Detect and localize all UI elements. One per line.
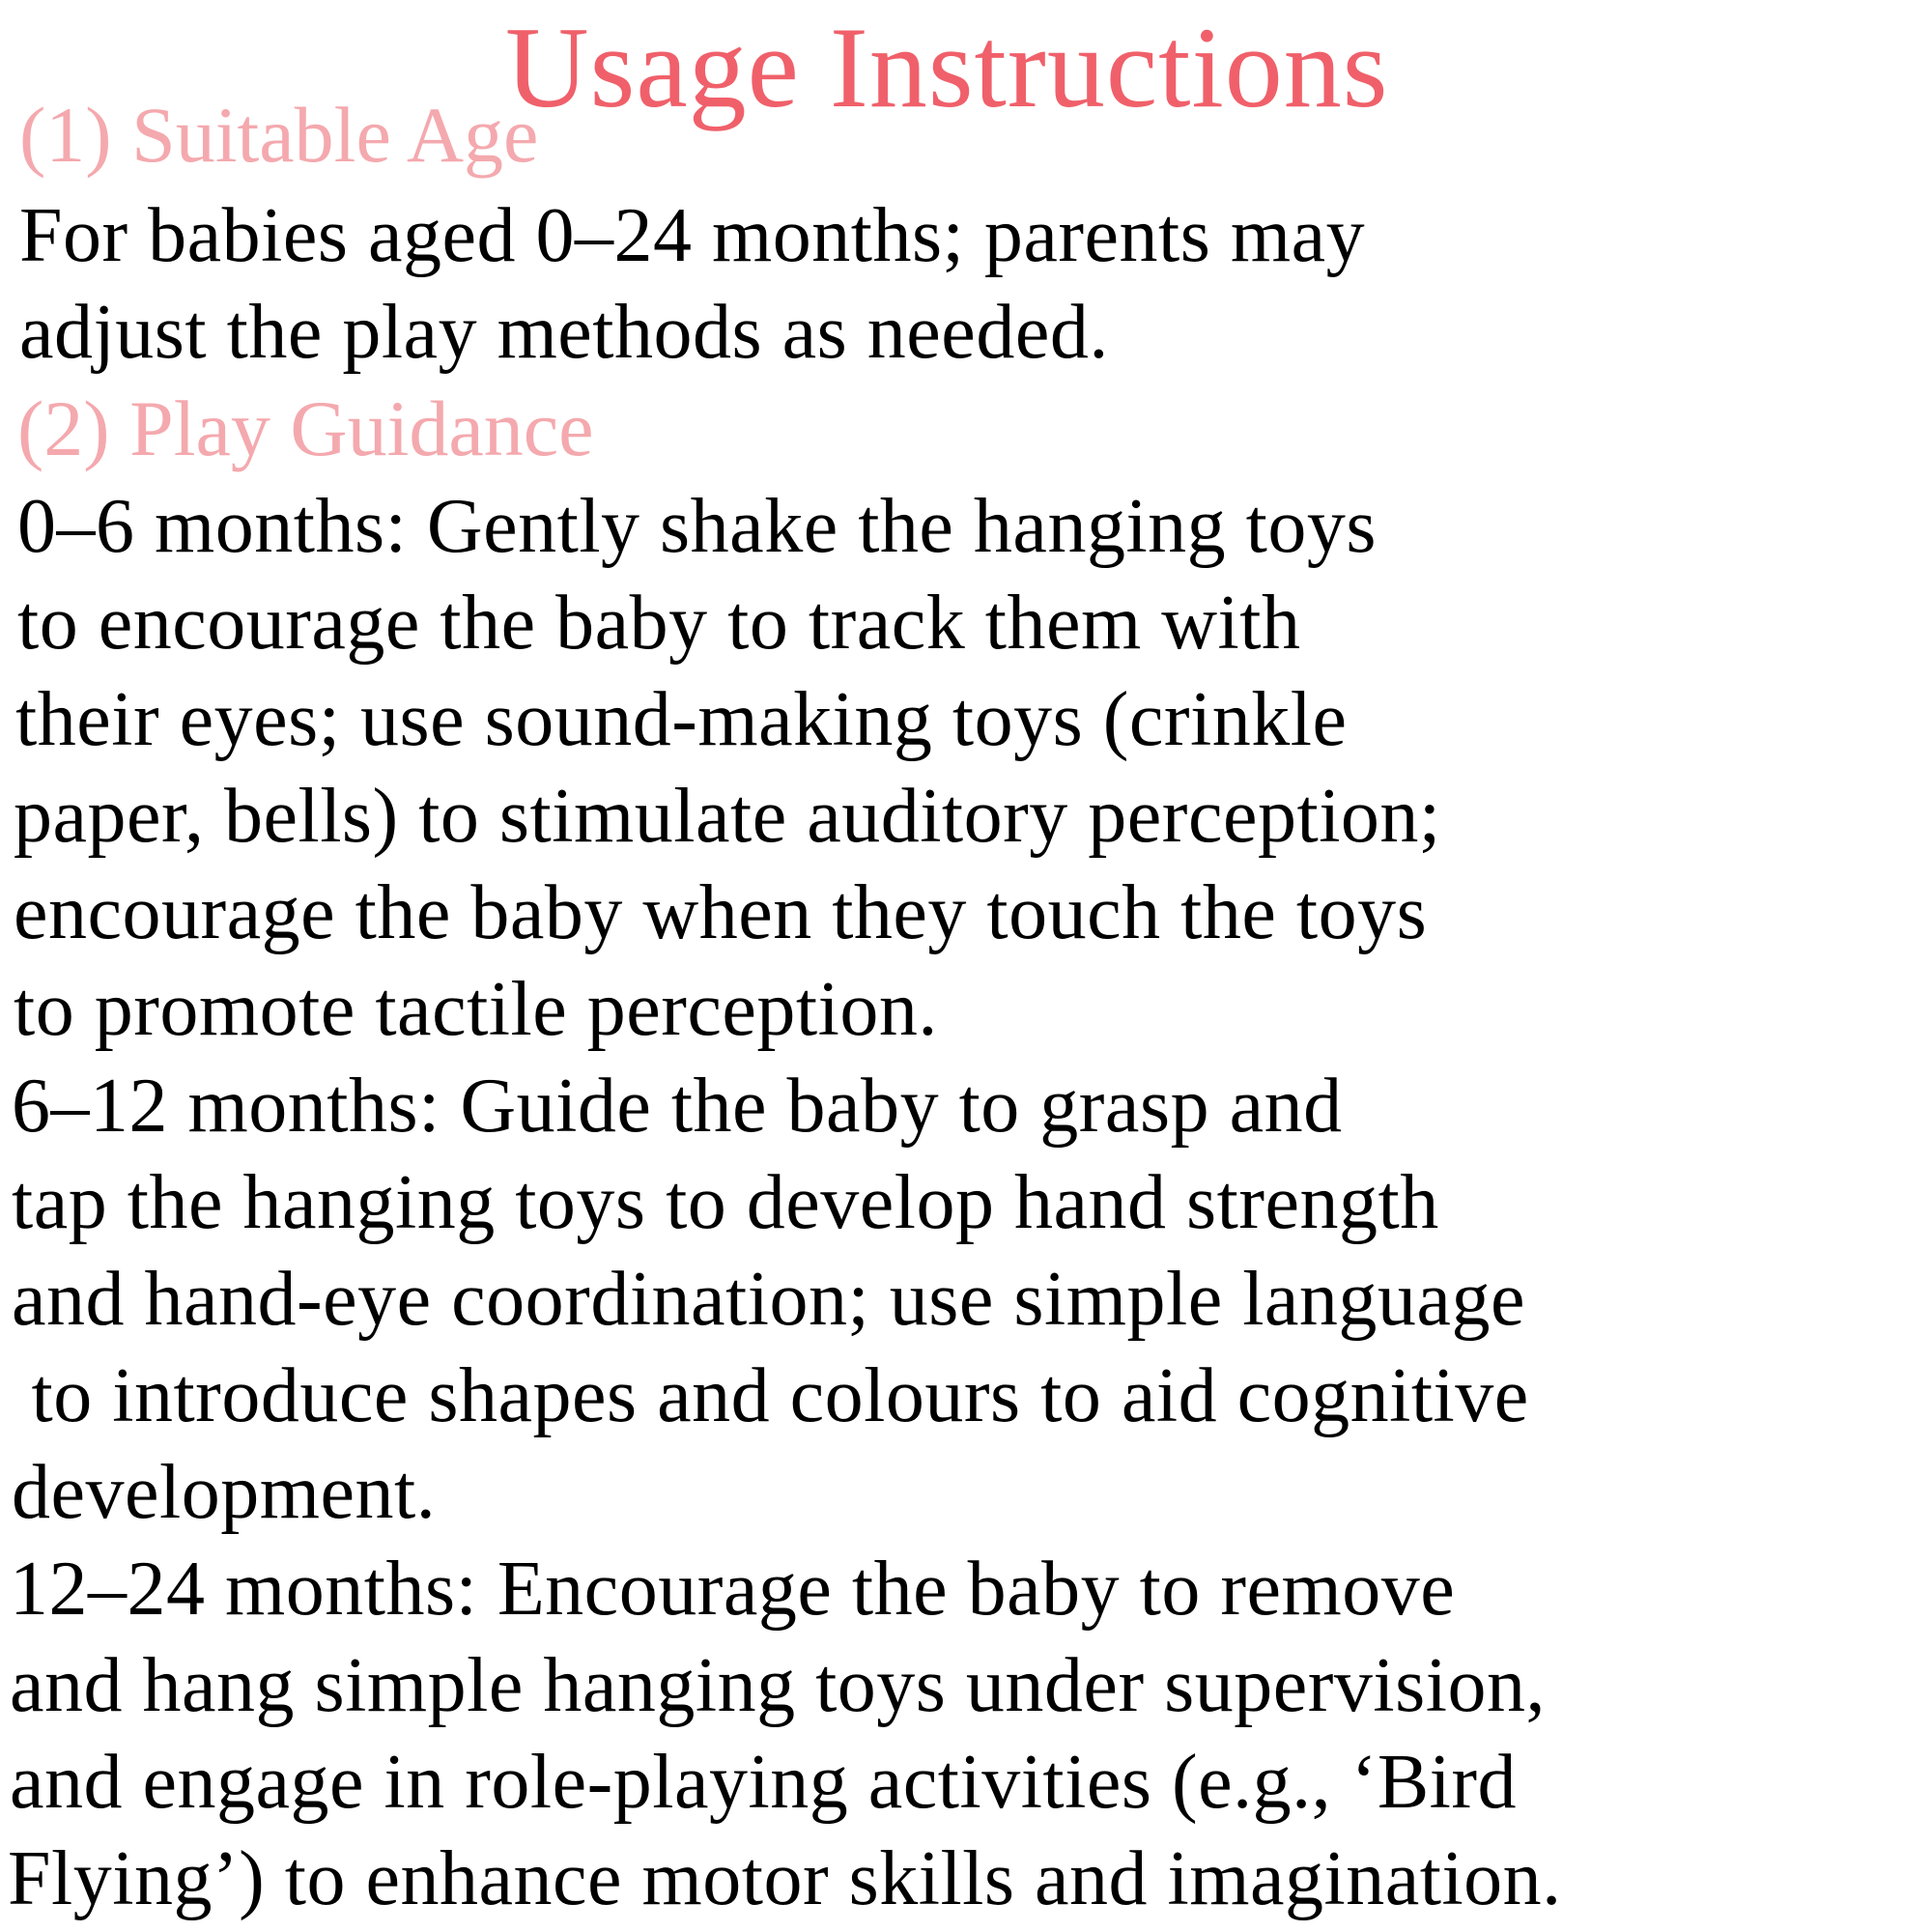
- body-line: encourage the baby when they touch the toys: [14, 870, 1428, 955]
- body-line: development.: [12, 1450, 437, 1535]
- body-line: and engage in role-playing activities (e.g., ‘Bird: [10, 1740, 1518, 1825]
- body-line: paper, bells) to stimulate auditory perception;: [14, 774, 1441, 859]
- page-title: Usage Instructions: [505, 3, 1389, 131]
- body-line: 0–6 months: Gently shake the hanging toys: [17, 484, 1378, 569]
- body-line: Flying’) to enhance motor skills and imagination.: [8, 1836, 1562, 1921]
- body-line: and hang simple hanging toys under supervision,: [10, 1643, 1546, 1728]
- body-line: For babies aged 0–24 months; parents may: [19, 193, 1366, 278]
- body-line: and hand-eye coordination; use simple language: [12, 1257, 1525, 1342]
- section-heading-play-guidance: (2) Play Guidance: [17, 384, 594, 472]
- body-line: 12–24 months: Encourage the baby to remove: [10, 1547, 1456, 1632]
- body-line: to promote tactile perception.: [14, 967, 938, 1052]
- body-line: their eyes; use sound-making toys (crinkle: [15, 677, 1348, 762]
- section-heading-suitable-age: (1) Suitable Age: [19, 91, 539, 179]
- body-line: to introduce shapes and colours to aid cognitive: [12, 1353, 1529, 1438]
- body-line: tap the hanging toys to develop hand strength: [12, 1160, 1439, 1245]
- body-line: 6–12 months: Guide the baby to grasp and: [12, 1064, 1343, 1149]
- body-line: adjust the play methods as needed.: [19, 290, 1109, 375]
- body-line: to encourage the baby to track them with: [17, 581, 1301, 666]
